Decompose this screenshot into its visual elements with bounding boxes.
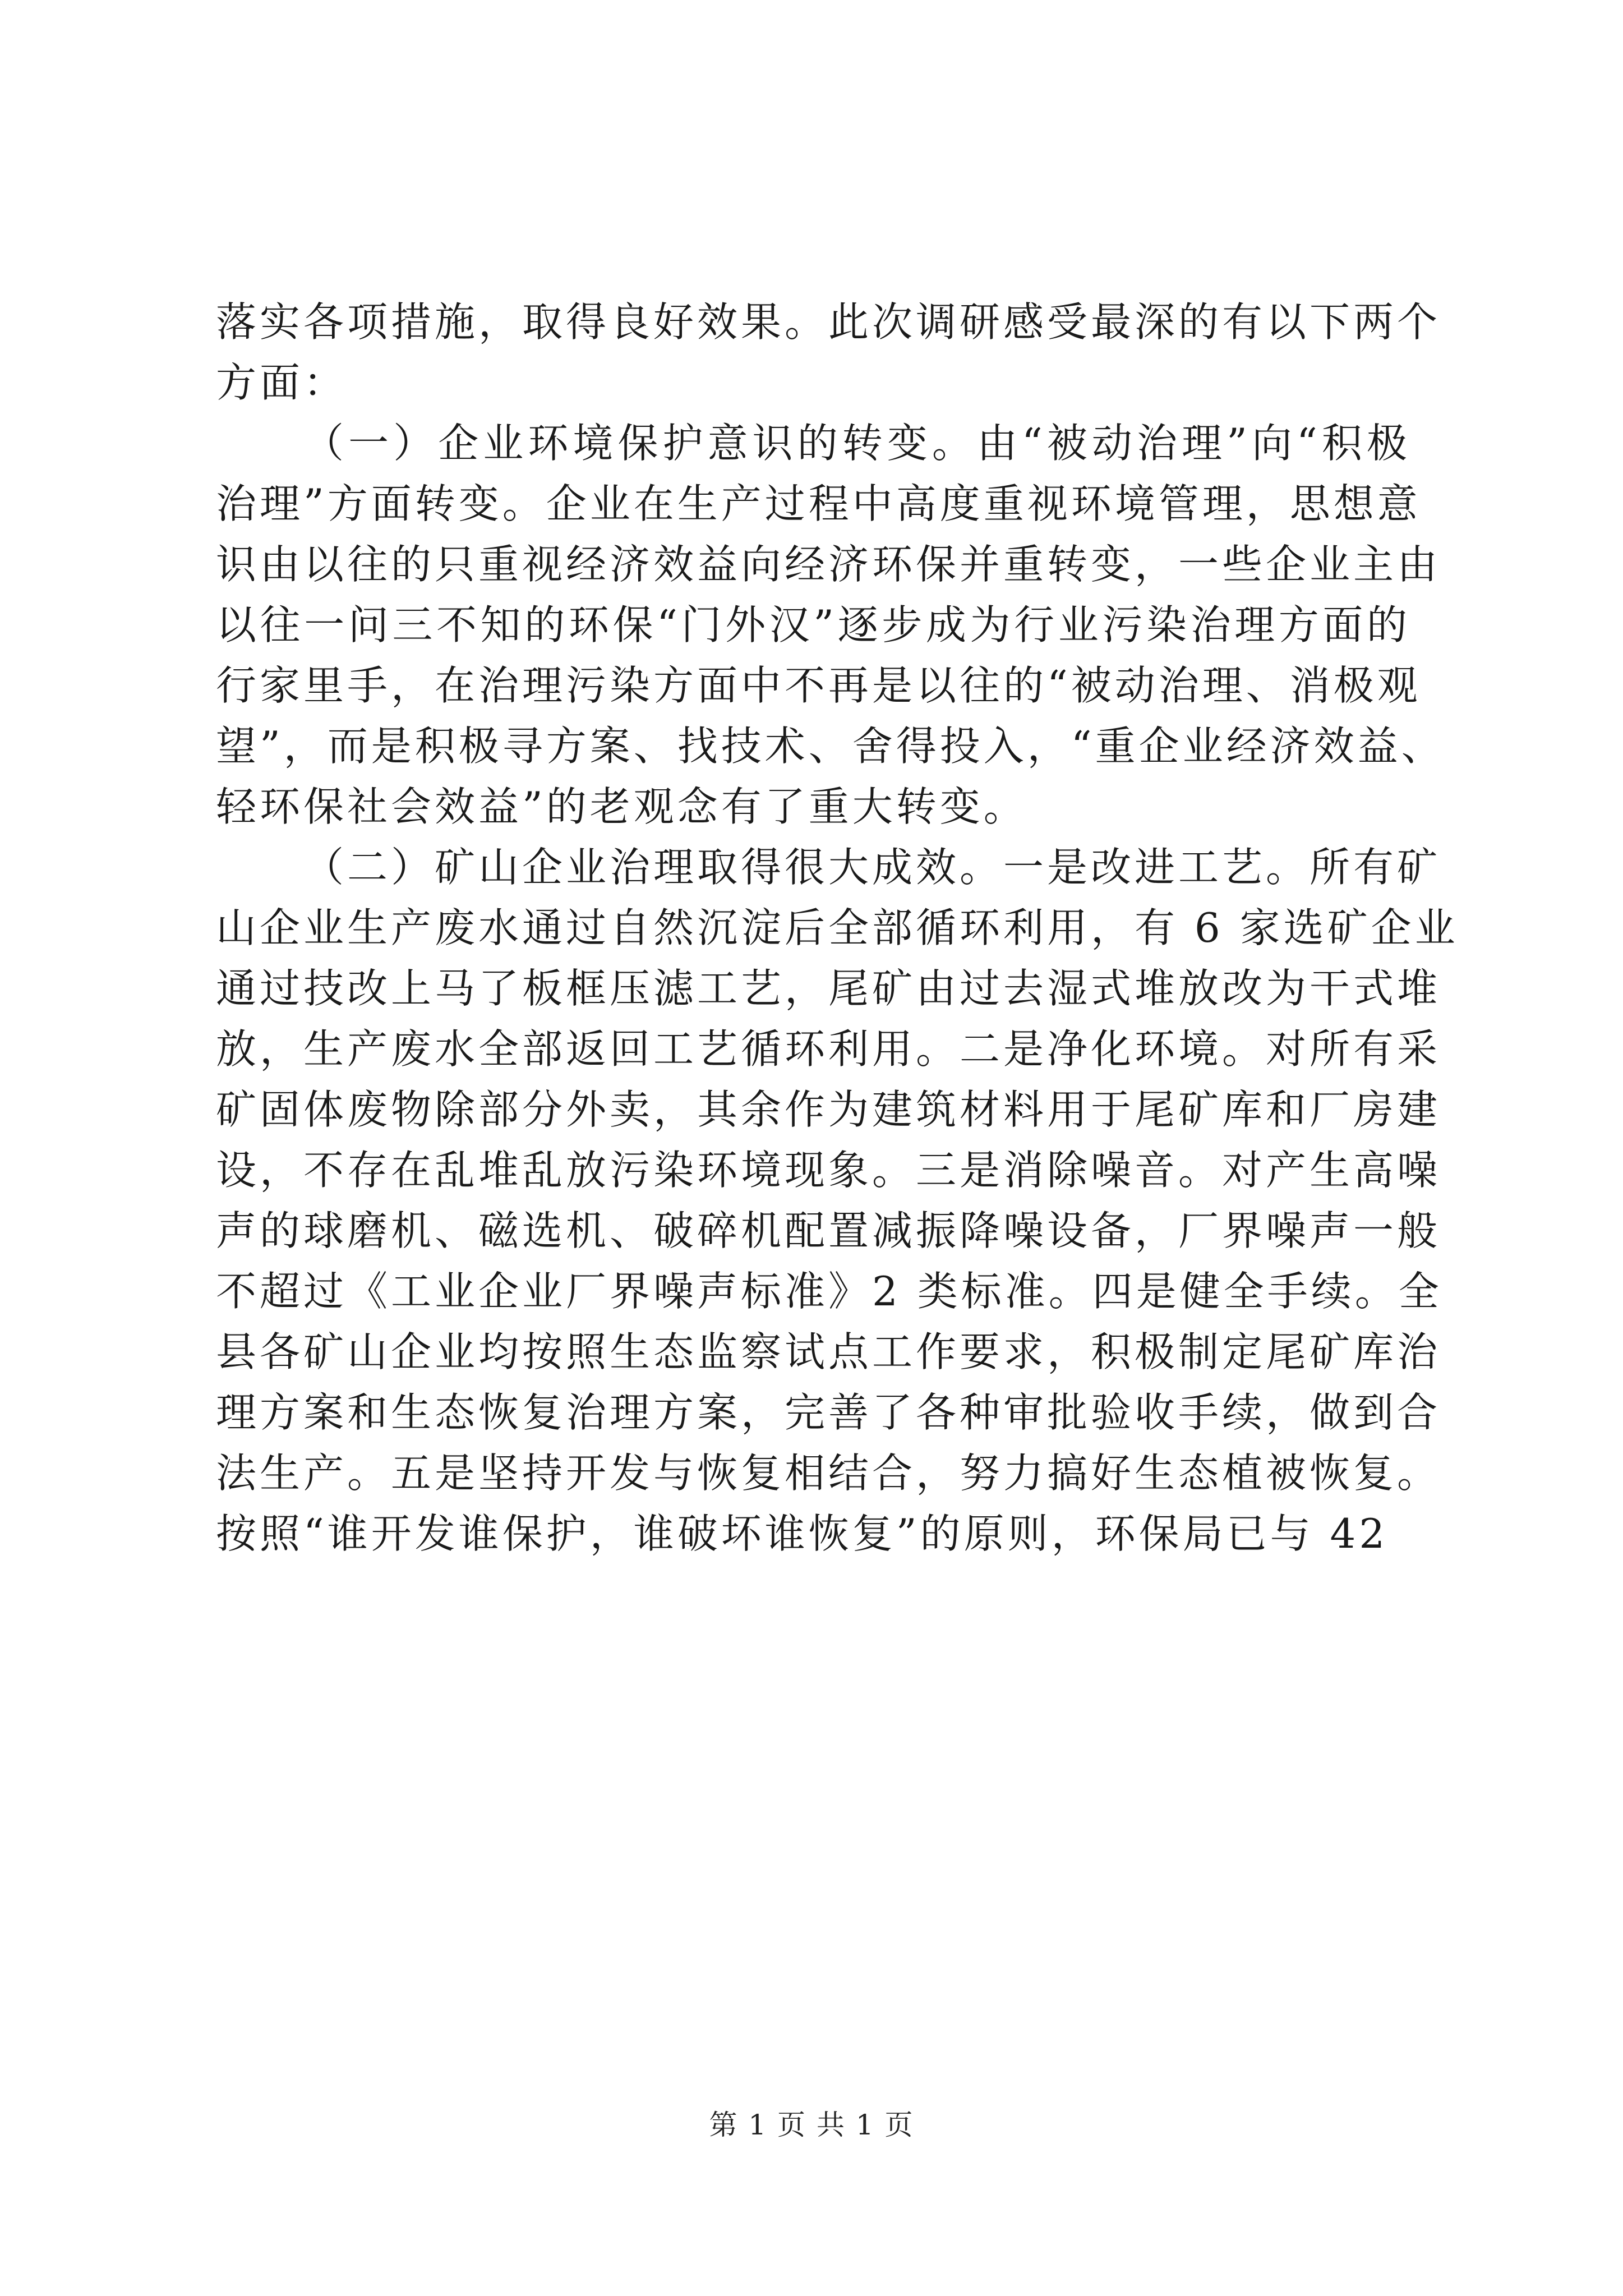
text-line: 矿固体废物除部分外卖，其余作为建筑材料用于尾矿库和厂房建 bbox=[216, 1086, 1441, 1133]
page-number-footer: 第 1 页 共 1 页 bbox=[709, 2109, 914, 2141]
section-heading-line: （二）矿山企业治理取得很大成效。一是改进工艺。所有矿 bbox=[303, 844, 1441, 891]
text-line: 不超过《工业企业厂界噪声标准》2 类标准。四是健全手续。全 bbox=[216, 1268, 1442, 1315]
text-line: 识由以往的只重视经济效益向经济环保并重转变，一些企业主由 bbox=[216, 541, 1441, 588]
text-line: 落实各项措施，取得良好效果。此次调研感受最深的有以下两个 bbox=[216, 298, 1441, 346]
text-line: 法生产。五是坚持开发与恢复相结合，努力搞好生态植被恢复。 bbox=[216, 1450, 1441, 1497]
text-line: 设，不存在乱堆乱放污染环境现象。三是消除噪音。对产生高噪 bbox=[216, 1147, 1441, 1194]
text-line: 声的球磨机、磁选机、破碎机配置减振降噪设备，厂界噪声一般 bbox=[216, 1207, 1441, 1254]
text-line: 以往一问三不知的环保“门外汉”逐步成为行业污染治理方面的 bbox=[216, 601, 1410, 648]
text-line: 治理”方面转变。企业在生产过程中高度重视环境管理，思想意 bbox=[216, 480, 1421, 527]
text-line: 山企业生产废水通过自然沉淀后全部循环利用，有 6 家选矿企业 bbox=[216, 904, 1459, 951]
text-line: 通过技改上马了板框压滤工艺，尾矿由过去湿式堆放改为干式堆 bbox=[216, 965, 1441, 1012]
text-line: 理方案和生态恢复治理方案，完善了各种审批验收手续，做到合 bbox=[216, 1389, 1441, 1436]
section-heading-line: （一）企业环境保护意识的转变。由“被动治理”向“积极 bbox=[303, 420, 1410, 467]
text-line: 轻环保社会效益”的老观念有了重大转变。 bbox=[216, 783, 1027, 830]
text-line: 方面： bbox=[216, 359, 348, 406]
text-line: 望”，而是积极寻方案、找技术、舍得投入，“重企业经济效益、 bbox=[216, 723, 1445, 770]
text-line: 按照“谁开发谁保护，谁破坏谁恢复”的原则，环保局已与 42 bbox=[216, 1510, 1389, 1557]
text-line: 县各矿山企业均按照生态监察试点工作要求，积极制定尾矿库治 bbox=[216, 1328, 1441, 1375]
text-line: 放，生产废水全部返回工艺循环利用。二是净化环境。对所有采 bbox=[216, 1025, 1441, 1073]
document-body bbox=[216, 292, 1459, 1564]
text-line: 行家里手，在治理污染方面中不再是以往的“被动治理、消极观 bbox=[216, 662, 1421, 709]
